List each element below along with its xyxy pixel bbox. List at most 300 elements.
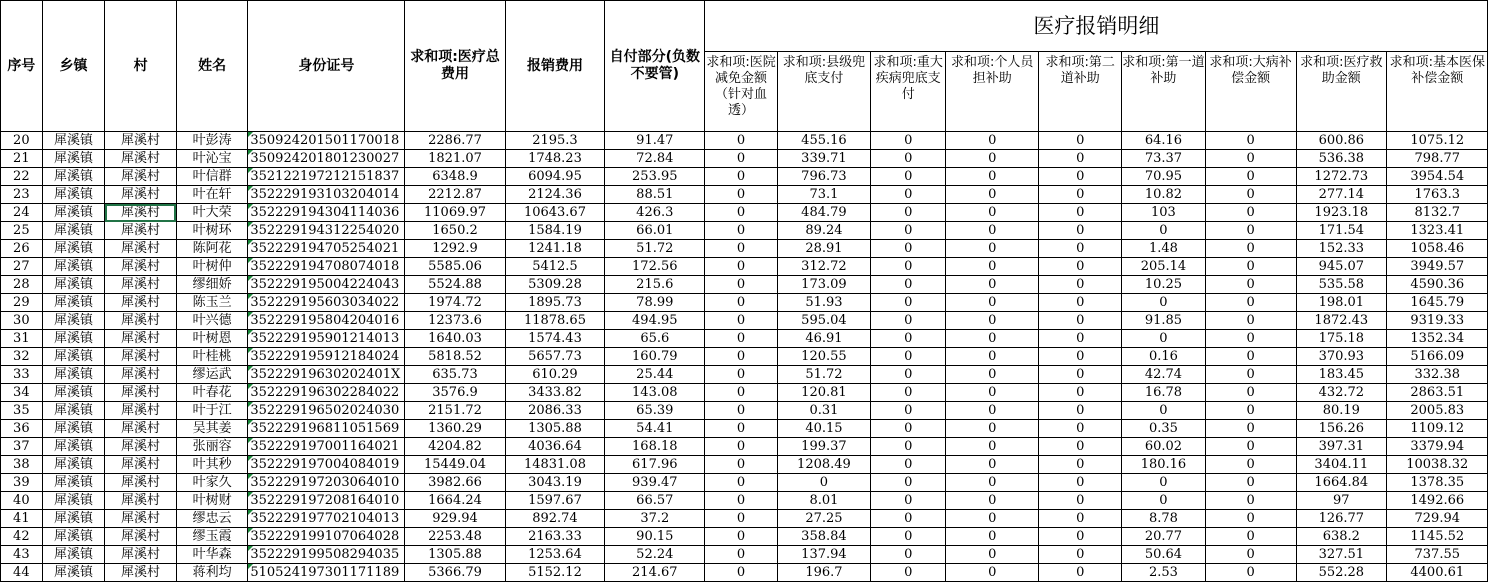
- cell-first-subsidy[interactable]: 70.95: [1122, 168, 1205, 186]
- cell-total-cost[interactable]: 1360.29: [405, 420, 505, 438]
- cell-town[interactable]: 犀溪镇: [42, 312, 105, 330]
- cell-name[interactable]: 缪忠云: [176, 510, 248, 528]
- cell-id-number[interactable]: 352229195603034022: [248, 294, 405, 312]
- cell-total-cost[interactable]: 6348.9: [405, 168, 505, 186]
- cell-total-cost[interactable]: 12373.6: [405, 312, 505, 330]
- cell-seq[interactable]: 43: [1, 546, 43, 564]
- cell-second-subsidy[interactable]: 0: [1039, 258, 1122, 276]
- cell-village[interactable]: 犀溪村: [105, 312, 177, 330]
- cell-critical-illness[interactable]: 0: [1205, 402, 1296, 420]
- cell-reimbursed[interactable]: 11878.65: [505, 312, 604, 330]
- cell-county-guarantee[interactable]: 46.91: [777, 330, 870, 348]
- cell-reimbursed[interactable]: 5657.73: [505, 348, 604, 366]
- cell-village[interactable]: 犀溪村: [105, 564, 177, 582]
- cell-medical-aid[interactable]: 156.26: [1296, 420, 1386, 438]
- cell-critical-illness[interactable]: 0: [1205, 204, 1296, 222]
- cell-hospital-reduction[interactable]: 0: [705, 222, 777, 240]
- cell-county-guarantee[interactable]: 137.94: [777, 546, 870, 564]
- cell-id-number[interactable]: 352229199508294035: [248, 546, 405, 564]
- header-hospital-reduction[interactable]: 求和项:医院减免金额（针对血透）: [705, 52, 777, 132]
- cell-seq[interactable]: 34: [1, 384, 43, 402]
- cell-town[interactable]: 犀溪镇: [42, 276, 105, 294]
- cell-town[interactable]: 犀溪镇: [42, 564, 105, 582]
- header-critical-illness[interactable]: 求和项:大病补偿金额: [1205, 52, 1296, 132]
- cell-self-paid[interactable]: 66.57: [605, 492, 705, 510]
- cell-id-number[interactable]: 352229197004084019: [248, 456, 405, 474]
- cell-personal-subsidy[interactable]: 0: [946, 222, 1039, 240]
- cell-county-guarantee[interactable]: 40.15: [777, 420, 870, 438]
- cell-personal-subsidy[interactable]: 0: [946, 528, 1039, 546]
- cell-seq[interactable]: 41: [1, 510, 43, 528]
- cell-reimbursed[interactable]: 3043.19: [505, 474, 604, 492]
- cell-major-disease-guarantee[interactable]: 0: [871, 438, 946, 456]
- cell-reimbursed[interactable]: 1895.73: [505, 294, 604, 312]
- cell-reimbursed[interactable]: 5152.12: [505, 564, 604, 582]
- cell-hospital-reduction[interactable]: 0: [705, 474, 777, 492]
- cell-major-disease-guarantee[interactable]: 0: [871, 276, 946, 294]
- cell-total-cost[interactable]: 5818.52: [405, 348, 505, 366]
- cell-id-number[interactable]: 510524197301171189: [248, 564, 405, 582]
- cell-hospital-reduction[interactable]: 0: [705, 456, 777, 474]
- cell-second-subsidy[interactable]: 0: [1039, 456, 1122, 474]
- cell-county-guarantee[interactable]: 1208.49: [777, 456, 870, 474]
- cell-self-paid[interactable]: 426.3: [605, 204, 705, 222]
- cell-name[interactable]: 叶家久: [176, 474, 248, 492]
- cell-personal-subsidy[interactable]: 0: [946, 510, 1039, 528]
- cell-hospital-reduction[interactable]: 0: [705, 438, 777, 456]
- cell-county-guarantee[interactable]: 484.79: [777, 204, 870, 222]
- cell-village[interactable]: 犀溪村: [105, 420, 177, 438]
- cell-medical-aid[interactable]: 126.77: [1296, 510, 1386, 528]
- cell-basic-insurance[interactable]: 332.38: [1387, 366, 1488, 384]
- cell-critical-illness[interactable]: 0: [1205, 564, 1296, 582]
- cell-town[interactable]: 犀溪镇: [42, 528, 105, 546]
- cell-personal-subsidy[interactable]: 0: [946, 492, 1039, 510]
- cell-seq[interactable]: 25: [1, 222, 43, 240]
- cell-reimbursed[interactable]: 14831.08: [505, 456, 604, 474]
- cell-town[interactable]: 犀溪镇: [42, 294, 105, 312]
- cell-self-paid[interactable]: 91.47: [605, 132, 705, 150]
- cell-county-guarantee[interactable]: 51.72: [777, 366, 870, 384]
- cell-seq[interactable]: 24: [1, 204, 43, 222]
- cell-basic-insurance[interactable]: 10038.32: [1387, 456, 1488, 474]
- cell-medical-aid[interactable]: 1272.73: [1296, 168, 1386, 186]
- cell-basic-insurance[interactable]: 1323.41: [1387, 222, 1488, 240]
- cell-major-disease-guarantee[interactable]: 0: [871, 546, 946, 564]
- cell-second-subsidy[interactable]: 0: [1039, 384, 1122, 402]
- cell-total-cost[interactable]: 11069.97: [405, 204, 505, 222]
- cell-medical-aid[interactable]: 183.45: [1296, 366, 1386, 384]
- cell-hospital-reduction[interactable]: 0: [705, 330, 777, 348]
- cell-id-number[interactable]: 352229197001164021: [248, 438, 405, 456]
- cell-village[interactable]: 犀溪村: [105, 132, 177, 150]
- cell-total-cost[interactable]: 1821.07: [405, 150, 505, 168]
- cell-first-subsidy[interactable]: 10.82: [1122, 186, 1205, 204]
- cell-reimbursed[interactable]: 2195.3: [505, 132, 604, 150]
- cell-basic-insurance[interactable]: 1378.35: [1387, 474, 1488, 492]
- cell-county-guarantee[interactable]: 89.24: [777, 222, 870, 240]
- cell-second-subsidy[interactable]: 0: [1039, 276, 1122, 294]
- cell-id-number[interactable]: 352229196811051569: [248, 420, 405, 438]
- cell-town[interactable]: 犀溪镇: [42, 330, 105, 348]
- cell-id-number[interactable]: 352229199107064028: [248, 528, 405, 546]
- cell-first-subsidy[interactable]: 60.02: [1122, 438, 1205, 456]
- cell-second-subsidy[interactable]: 0: [1039, 438, 1122, 456]
- header-village[interactable]: 村: [105, 1, 177, 132]
- cell-id-number[interactable]: 352229197208164010: [248, 492, 405, 510]
- cell-total-cost[interactable]: 635.73: [405, 366, 505, 384]
- cell-name[interactable]: 缪运武: [176, 366, 248, 384]
- cell-seq[interactable]: 29: [1, 294, 43, 312]
- cell-self-paid[interactable]: 253.95: [605, 168, 705, 186]
- cell-county-guarantee[interactable]: 173.09: [777, 276, 870, 294]
- cell-major-disease-guarantee[interactable]: 0: [871, 330, 946, 348]
- cell-second-subsidy[interactable]: 0: [1039, 186, 1122, 204]
- cell-medical-aid[interactable]: 535.58: [1296, 276, 1386, 294]
- cell-self-paid[interactable]: 160.79: [605, 348, 705, 366]
- cell-medical-aid[interactable]: 370.93: [1296, 348, 1386, 366]
- cell-town[interactable]: 犀溪镇: [42, 240, 105, 258]
- cell-name[interactable]: 陈阿花: [176, 240, 248, 258]
- cell-seq[interactable]: 39: [1, 474, 43, 492]
- cell-major-disease-guarantee[interactable]: 0: [871, 366, 946, 384]
- cell-first-subsidy[interactable]: 8.78: [1122, 510, 1205, 528]
- cell-first-subsidy[interactable]: 0.16: [1122, 348, 1205, 366]
- cell-total-cost[interactable]: 1292.9: [405, 240, 505, 258]
- cell-medical-aid[interactable]: 97: [1296, 492, 1386, 510]
- cell-first-subsidy[interactable]: 42.74: [1122, 366, 1205, 384]
- cell-first-subsidy[interactable]: 10.25: [1122, 276, 1205, 294]
- cell-personal-subsidy[interactable]: 0: [946, 150, 1039, 168]
- cell-first-subsidy[interactable]: 50.64: [1122, 546, 1205, 564]
- cell-personal-subsidy[interactable]: 0: [946, 456, 1039, 474]
- cell-critical-illness[interactable]: 0: [1205, 150, 1296, 168]
- cell-seq[interactable]: 33: [1, 366, 43, 384]
- cell-medical-aid[interactable]: 327.51: [1296, 546, 1386, 564]
- cell-reimbursed[interactable]: 2124.36: [505, 186, 604, 204]
- cell-hospital-reduction[interactable]: 0: [705, 186, 777, 204]
- cell-total-cost[interactable]: 1664.24: [405, 492, 505, 510]
- cell-first-subsidy[interactable]: 16.78: [1122, 384, 1205, 402]
- cell-village[interactable]: 犀溪村: [105, 402, 177, 420]
- cell-basic-insurance[interactable]: 1109.12: [1387, 420, 1488, 438]
- cell-major-disease-guarantee[interactable]: 0: [871, 402, 946, 420]
- cell-self-paid[interactable]: 37.2: [605, 510, 705, 528]
- cell-basic-insurance[interactable]: 1352.34: [1387, 330, 1488, 348]
- cell-second-subsidy[interactable]: 0: [1039, 240, 1122, 258]
- cell-major-disease-guarantee[interactable]: 0: [871, 474, 946, 492]
- cell-basic-insurance[interactable]: 3379.94: [1387, 438, 1488, 456]
- cell-village[interactable]: 犀溪村: [105, 384, 177, 402]
- cell-basic-insurance[interactable]: 1075.12: [1387, 132, 1488, 150]
- cell-critical-illness[interactable]: 0: [1205, 168, 1296, 186]
- cell-self-paid[interactable]: 65.39: [605, 402, 705, 420]
- cell-id-number[interactable]: 352229194304114036: [248, 204, 405, 222]
- cell-self-paid[interactable]: 143.08: [605, 384, 705, 402]
- cell-reimbursed[interactable]: 1597.67: [505, 492, 604, 510]
- cell-basic-insurance[interactable]: 3954.54: [1387, 168, 1488, 186]
- cell-seq[interactable]: 32: [1, 348, 43, 366]
- cell-self-paid[interactable]: 51.72: [605, 240, 705, 258]
- cell-county-guarantee[interactable]: 51.93: [777, 294, 870, 312]
- cell-hospital-reduction[interactable]: 0: [705, 132, 777, 150]
- cell-first-subsidy[interactable]: 0: [1122, 474, 1205, 492]
- cell-first-subsidy[interactable]: 1.48: [1122, 240, 1205, 258]
- cell-personal-subsidy[interactable]: 0: [946, 330, 1039, 348]
- cell-personal-subsidy[interactable]: 0: [946, 348, 1039, 366]
- cell-seq[interactable]: 22: [1, 168, 43, 186]
- cell-seq[interactable]: 42: [1, 528, 43, 546]
- cell-second-subsidy[interactable]: 0: [1039, 402, 1122, 420]
- cell-seq[interactable]: 20: [1, 132, 43, 150]
- cell-basic-insurance[interactable]: 729.94: [1387, 510, 1488, 528]
- header-personal-subsidy[interactable]: 求和项:个人员担补助: [946, 52, 1039, 132]
- cell-county-guarantee[interactable]: 455.16: [777, 132, 870, 150]
- cell-hospital-reduction[interactable]: 0: [705, 294, 777, 312]
- cell-hospital-reduction[interactable]: 0: [705, 150, 777, 168]
- cell-hospital-reduction[interactable]: 0: [705, 348, 777, 366]
- cell-first-subsidy[interactable]: 0.35: [1122, 420, 1205, 438]
- cell-id-number[interactable]: 352229195804204016: [248, 312, 405, 330]
- cell-seq[interactable]: 36: [1, 420, 43, 438]
- cell-critical-illness[interactable]: 0: [1205, 384, 1296, 402]
- cell-town[interactable]: 犀溪镇: [42, 132, 105, 150]
- cell-critical-illness[interactable]: 0: [1205, 510, 1296, 528]
- header-second-subsidy[interactable]: 求和项:第二道补助: [1039, 52, 1122, 132]
- cell-village[interactable]: 犀溪村: [105, 546, 177, 564]
- cell-hospital-reduction[interactable]: 0: [705, 366, 777, 384]
- cell-critical-illness[interactable]: 0: [1205, 132, 1296, 150]
- cell-seq[interactable]: 35: [1, 402, 43, 420]
- header-first-subsidy[interactable]: 求和项:第一道补助: [1122, 52, 1205, 132]
- cell-hospital-reduction[interactable]: 0: [705, 168, 777, 186]
- cell-hospital-reduction[interactable]: 0: [705, 276, 777, 294]
- cell-self-paid[interactable]: 168.18: [605, 438, 705, 456]
- cell-medical-aid[interactable]: 1664.84: [1296, 474, 1386, 492]
- cell-name[interactable]: 叶桂桃: [176, 348, 248, 366]
- cell-major-disease-guarantee[interactable]: 0: [871, 312, 946, 330]
- cell-first-subsidy[interactable]: 2.53: [1122, 564, 1205, 582]
- cell-village[interactable]: 犀溪村: [105, 294, 177, 312]
- cell-second-subsidy[interactable]: 0: [1039, 474, 1122, 492]
- cell-village[interactable]: 犀溪村: [105, 276, 177, 294]
- cell-total-cost[interactable]: 15449.04: [405, 456, 505, 474]
- cell-self-paid[interactable]: 88.51: [605, 186, 705, 204]
- cell-first-subsidy[interactable]: 0: [1122, 330, 1205, 348]
- cell-hospital-reduction[interactable]: 0: [705, 384, 777, 402]
- cell-second-subsidy[interactable]: 0: [1039, 330, 1122, 348]
- cell-critical-illness[interactable]: 0: [1205, 348, 1296, 366]
- cell-id-number[interactable]: 352229195912184024: [248, 348, 405, 366]
- cell-total-cost[interactable]: 929.94: [405, 510, 505, 528]
- cell-name[interactable]: 叶树财: [176, 492, 248, 510]
- cell-reimbursed[interactable]: 6094.95: [505, 168, 604, 186]
- cell-total-cost[interactable]: 1650.2: [405, 222, 505, 240]
- cell-critical-illness[interactable]: 0: [1205, 492, 1296, 510]
- cell-village[interactable]: 犀溪村: [105, 150, 177, 168]
- cell-basic-insurance[interactable]: 2005.83: [1387, 402, 1488, 420]
- cell-personal-subsidy[interactable]: 0: [946, 546, 1039, 564]
- cell-name[interactable]: 张丽容: [176, 438, 248, 456]
- header-self-paid[interactable]: 自付部分(负数不要管): [605, 1, 705, 132]
- cell-town[interactable]: 犀溪镇: [42, 204, 105, 222]
- cell-first-subsidy[interactable]: 205.14: [1122, 258, 1205, 276]
- cell-personal-subsidy[interactable]: 0: [946, 438, 1039, 456]
- cell-medical-aid[interactable]: 175.18: [1296, 330, 1386, 348]
- cell-self-paid[interactable]: 214.67: [605, 564, 705, 582]
- cell-reimbursed[interactable]: 1305.88: [505, 420, 604, 438]
- cell-seq[interactable]: 23: [1, 186, 43, 204]
- cell-major-disease-guarantee[interactable]: 0: [871, 222, 946, 240]
- cell-id-number[interactable]: 352122197212151837: [248, 168, 405, 186]
- cell-village[interactable]: 犀溪村: [105, 204, 177, 222]
- cell-total-cost[interactable]: 2253.48: [405, 528, 505, 546]
- cell-basic-insurance[interactable]: 4400.61: [1387, 564, 1488, 582]
- cell-town[interactable]: 犀溪镇: [42, 510, 105, 528]
- cell-reimbursed[interactable]: 5412.5: [505, 258, 604, 276]
- cell-name[interactable]: 蒋利均: [176, 564, 248, 582]
- cell-personal-subsidy[interactable]: 0: [946, 420, 1039, 438]
- cell-seq[interactable]: 21: [1, 150, 43, 168]
- cell-critical-illness[interactable]: 0: [1205, 438, 1296, 456]
- cell-hospital-reduction[interactable]: 0: [705, 312, 777, 330]
- cell-self-paid[interactable]: 939.47: [605, 474, 705, 492]
- cell-critical-illness[interactable]: 0: [1205, 528, 1296, 546]
- cell-medical-aid[interactable]: 198.01: [1296, 294, 1386, 312]
- cell-village[interactable]: 犀溪村: [105, 258, 177, 276]
- cell-basic-insurance[interactable]: 1492.66: [1387, 492, 1488, 510]
- cell-name[interactable]: 叶华森: [176, 546, 248, 564]
- cell-first-subsidy[interactable]: 73.37: [1122, 150, 1205, 168]
- cell-medical-aid[interactable]: 1872.43: [1296, 312, 1386, 330]
- cell-first-subsidy[interactable]: 180.16: [1122, 456, 1205, 474]
- cell-self-paid[interactable]: 25.44: [605, 366, 705, 384]
- cell-id-number[interactable]: 352229197203064010: [248, 474, 405, 492]
- cell-village[interactable]: 犀溪村: [105, 330, 177, 348]
- cell-reimbursed[interactable]: 892.74: [505, 510, 604, 528]
- cell-county-guarantee[interactable]: 73.1: [777, 186, 870, 204]
- cell-basic-insurance[interactable]: 5166.09: [1387, 348, 1488, 366]
- cell-second-subsidy[interactable]: 0: [1039, 168, 1122, 186]
- cell-name[interactable]: 叶沁宝: [176, 150, 248, 168]
- cell-personal-subsidy[interactable]: 0: [946, 204, 1039, 222]
- cell-seq[interactable]: 30: [1, 312, 43, 330]
- cell-personal-subsidy[interactable]: 0: [946, 168, 1039, 186]
- cell-critical-illness[interactable]: 0: [1205, 420, 1296, 438]
- cell-town[interactable]: 犀溪镇: [42, 384, 105, 402]
- cell-reimbursed[interactable]: 610.29: [505, 366, 604, 384]
- cell-reimbursed[interactable]: 3433.82: [505, 384, 604, 402]
- cell-second-subsidy[interactable]: 0: [1039, 564, 1122, 582]
- cell-county-guarantee[interactable]: 0: [777, 474, 870, 492]
- cell-medical-aid[interactable]: 3404.11: [1296, 456, 1386, 474]
- cell-critical-illness[interactable]: 0: [1205, 276, 1296, 294]
- cell-critical-illness[interactable]: 0: [1205, 330, 1296, 348]
- cell-critical-illness[interactable]: 0: [1205, 240, 1296, 258]
- cell-major-disease-guarantee[interactable]: 0: [871, 456, 946, 474]
- cell-county-guarantee[interactable]: 27.25: [777, 510, 870, 528]
- cell-seq[interactable]: 38: [1, 456, 43, 474]
- cell-medical-aid[interactable]: 600.86: [1296, 132, 1386, 150]
- cell-name[interactable]: 叶树仲: [176, 258, 248, 276]
- cell-medical-aid[interactable]: 397.31: [1296, 438, 1386, 456]
- cell-second-subsidy[interactable]: 0: [1039, 294, 1122, 312]
- cell-personal-subsidy[interactable]: 0: [946, 186, 1039, 204]
- cell-reimbursed[interactable]: 10643.67: [505, 204, 604, 222]
- cell-personal-subsidy[interactable]: 0: [946, 402, 1039, 420]
- header-seq[interactable]: 序号: [1, 1, 43, 132]
- cell-reimbursed[interactable]: 1584.19: [505, 222, 604, 240]
- cell-major-disease-guarantee[interactable]: 0: [871, 384, 946, 402]
- cell-name[interactable]: 叶树恩: [176, 330, 248, 348]
- cell-town[interactable]: 犀溪镇: [42, 168, 105, 186]
- cell-major-disease-guarantee[interactable]: 0: [871, 492, 946, 510]
- cell-major-disease-guarantee[interactable]: 0: [871, 204, 946, 222]
- cell-medical-aid[interactable]: 552.28: [1296, 564, 1386, 582]
- cell-id-number[interactable]: 352229196502024030: [248, 402, 405, 420]
- cell-first-subsidy[interactable]: 0: [1122, 402, 1205, 420]
- cell-critical-illness[interactable]: 0: [1205, 222, 1296, 240]
- cell-second-subsidy[interactable]: 0: [1039, 528, 1122, 546]
- cell-total-cost[interactable]: 5366.79: [405, 564, 505, 582]
- header-county-guarantee[interactable]: 求和项:县级兜底支付: [777, 52, 870, 132]
- cell-self-paid[interactable]: 78.99: [605, 294, 705, 312]
- cell-self-paid[interactable]: 54.41: [605, 420, 705, 438]
- cell-seq[interactable]: 40: [1, 492, 43, 510]
- cell-name[interactable]: 缪细娇: [176, 276, 248, 294]
- cell-total-cost[interactable]: 5585.06: [405, 258, 505, 276]
- cell-town[interactable]: 犀溪镇: [42, 150, 105, 168]
- cell-hospital-reduction[interactable]: 0: [705, 420, 777, 438]
- cell-county-guarantee[interactable]: 199.37: [777, 438, 870, 456]
- header-medical-aid[interactable]: 求和项:医疗救助金额: [1296, 52, 1386, 132]
- cell-reimbursed[interactable]: 1253.64: [505, 546, 604, 564]
- cell-id-number[interactable]: 352229196302284022: [248, 384, 405, 402]
- cell-county-guarantee[interactable]: 120.81: [777, 384, 870, 402]
- cell-hospital-reduction[interactable]: 0: [705, 510, 777, 528]
- cell-personal-subsidy[interactable]: 0: [946, 240, 1039, 258]
- cell-major-disease-guarantee[interactable]: 0: [871, 294, 946, 312]
- cell-name[interactable]: 叶于江: [176, 402, 248, 420]
- cell-name[interactable]: 叶春花: [176, 384, 248, 402]
- cell-critical-illness[interactable]: 0: [1205, 186, 1296, 204]
- cell-hospital-reduction[interactable]: 0: [705, 546, 777, 564]
- cell-county-guarantee[interactable]: 0.31: [777, 402, 870, 420]
- cell-self-paid[interactable]: 617.96: [605, 456, 705, 474]
- cell-self-paid[interactable]: 52.24: [605, 546, 705, 564]
- cell-medical-aid[interactable]: 638.2: [1296, 528, 1386, 546]
- cell-town[interactable]: 犀溪镇: [42, 492, 105, 510]
- cell-personal-subsidy[interactable]: 0: [946, 564, 1039, 582]
- cell-id-number[interactable]: 350924201501170018: [248, 132, 405, 150]
- cell-name[interactable]: 缪玉霞: [176, 528, 248, 546]
- cell-county-guarantee[interactable]: 120.55: [777, 348, 870, 366]
- cell-second-subsidy[interactable]: 0: [1039, 366, 1122, 384]
- cell-critical-illness[interactable]: 0: [1205, 312, 1296, 330]
- cell-town[interactable]: 犀溪镇: [42, 474, 105, 492]
- cell-medical-aid[interactable]: 277.14: [1296, 186, 1386, 204]
- cell-reimbursed[interactable]: 1574.43: [505, 330, 604, 348]
- cell-seq[interactable]: 26: [1, 240, 43, 258]
- cell-personal-subsidy[interactable]: 0: [946, 366, 1039, 384]
- cell-county-guarantee[interactable]: 312.72: [777, 258, 870, 276]
- cell-major-disease-guarantee[interactable]: 0: [871, 240, 946, 258]
- cell-personal-subsidy[interactable]: 0: [946, 312, 1039, 330]
- cell-first-subsidy[interactable]: 0: [1122, 222, 1205, 240]
- cell-personal-subsidy[interactable]: 0: [946, 276, 1039, 294]
- cell-town[interactable]: 犀溪镇: [42, 186, 105, 204]
- cell-basic-insurance[interactable]: 2863.51: [1387, 384, 1488, 402]
